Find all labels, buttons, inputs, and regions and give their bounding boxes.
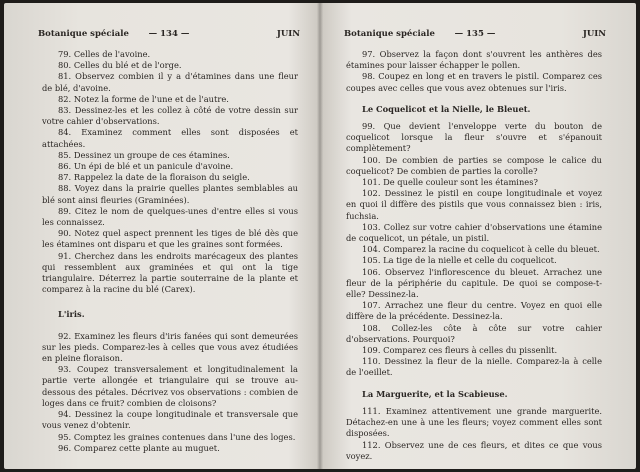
left-page-body xyxy=(42,49,298,454)
paragraph: 91. Cherchez dans les endroits marécageux des plantes qui ressemblent aux graminées et qui ont la tige triangulaire. Déterrez la partie souterraine de la plante et comparez à la racine du blé (Carex). xyxy=(42,250,298,295)
paragraph: 92. Examinez les fleurs d'iris fanées qui sont demeurées sur les pieds. Comparez-les à celles que vous avez étudiées en pleine floraison. xyxy=(42,330,298,364)
paragraph: 89. Citez le nom de quelques-unes d'entre elles si vous les connaissez. xyxy=(42,205,298,228)
running-title: Botanique spéciale xyxy=(38,29,129,39)
paragraph: 110. Dessinez la fleur de la nielle. Comparez-la à celle de l'oeillet. xyxy=(346,356,602,378)
paragraph: 105. La tige de la nielle et celle du coquelicot. xyxy=(362,255,557,266)
page-number: — 134 — xyxy=(148,29,190,39)
paragraph: 81. Observez combien il y a d'étamines dans une fleur de blé, d'avoine. xyxy=(42,71,298,93)
paragraph: 80. Celles du blé et de l'orge. xyxy=(58,60,182,71)
paragraph: 82. Notez la forme de l'une et de l'autre. xyxy=(58,93,229,104)
paragraph: 84. Examinez comment elles sont disposées et attachées. xyxy=(42,127,298,149)
paragraph: 90. Notez quel aspect prennent les tiges de blé dès que les étamines ont disparu et que les graines sont formées. xyxy=(42,228,298,250)
paragraph: 99. Que devient l'enveloppe verte du bouton de coquelicot lorsque la fleur s'ouvre et s'épanouit complètement? xyxy=(346,121,602,154)
paragraph: 96. Comparez cette plante au muguet. xyxy=(58,442,220,453)
section-title-marguerite: La Marguerite, et la Scabieuse. xyxy=(362,388,508,399)
right-page xyxy=(322,3,636,469)
paragraph: 83. Dessinez-les et les collez à côté de votre dessin sur votre cahier d'observations. xyxy=(42,105,298,127)
month-label: JUIN xyxy=(582,29,606,39)
left-page xyxy=(4,3,318,469)
paragraph: 87. Rappelez la date de la floraison du seigle. xyxy=(58,172,250,183)
paragraph: 103. Collez sur votre cahier d'observations une étamine de coquelicot, un pétale, un pistil. xyxy=(346,221,602,244)
paragraph: 112. Observez une de ces fleurs, et dites ce que vous voyez. xyxy=(346,439,602,461)
paragraph: 95. Comptez les graines contenues dans l'une des loges. xyxy=(58,431,296,442)
paragraph: 101. De quelle couleur sont les étamines? xyxy=(362,177,538,188)
right-page-header xyxy=(344,29,606,41)
paragraph: 86. Un épi de blé et un panicule d'avoine. xyxy=(58,161,234,172)
paragraph: 106. Observez l'inflorescence du bleuet. Arrachez une fleur de la périphérie du capitule. De quoi se compose-t-elle? Dessinez-la. xyxy=(346,266,602,300)
running-title: Botanique spéciale xyxy=(344,29,435,39)
page-number: — 135 — xyxy=(454,29,496,39)
paragraph: 100. De combien de parties se compose le calice du coquelicot? De combien de parties la corolle? xyxy=(346,154,602,176)
paragraph: 85. Dessinez un groupe de ces étamines. xyxy=(58,149,230,160)
paragraph: 111. Examinez attentivement une grande marguerite. Détachez-en une à une les fleurs; voyez comment elles sont disposées. xyxy=(346,405,602,439)
paragraph: 107. Arrachez une fleur du centre. Voyez en quoi elle diffère de la précédente. Dessinez-la. xyxy=(346,300,602,322)
section-title-iris: L'iris. xyxy=(58,309,85,320)
paragraph: 93. Coupez transversalement et longitudinalement la partie verte allongée et triangulaire qui se trouve au-dessous des pétales. Décrivez vos observations : combien de loges dans ce fruit? combien de cloisons? xyxy=(42,364,298,408)
month-label: JUIN xyxy=(276,29,300,39)
paragraph: 97. Observez la façon dont s'ouvrent les anthères des étamines pour laisser échapper le pollen. xyxy=(346,49,602,71)
paragraph: 108. Collez-les côte à côte sur votre cahier d'observations. Pourquoi? xyxy=(346,322,602,344)
paragraph: 104. Comparez la racine du coquelicot à celle du bleuet. xyxy=(362,244,600,255)
book-spread xyxy=(4,3,636,469)
paragraph: 94. Dessinez la coupe longitudinale et transversale que vous venez d'obtenir. xyxy=(42,409,298,431)
section-title-coquelicot: Le Coquelicot et la Nielle, le Bleuet. xyxy=(362,103,531,114)
right-page-body xyxy=(346,49,602,462)
paragraph: 102. Dessinez le pistil en coupe longitudinale et voyez en quoi il diffère des pistils que vous connaissez bien : iris, fuchsia. xyxy=(346,188,602,221)
left-page-header xyxy=(38,29,300,41)
paragraph: 98. Coupez en long et en travers le pistil. Comparez ces coupes avec celles que vous avez obtenues sur l'iris. xyxy=(346,71,602,93)
paragraph: 79. Celles de l'avoine. xyxy=(58,49,151,59)
paragraph: 88. Voyez dans la prairie quelles plantes semblables au blé sont ainsi fleuries (Graminées). xyxy=(42,183,298,205)
paragraph: 109. Comparez ces fleurs à celles du pissenlit. xyxy=(362,345,558,356)
